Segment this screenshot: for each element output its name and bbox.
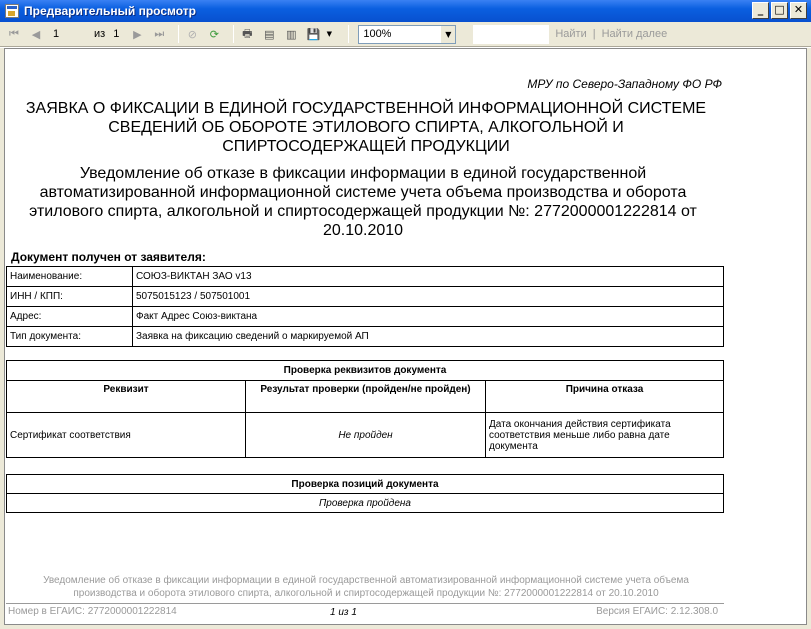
col-result: Результат проверки (пройден/не пройден) (246, 381, 486, 413)
zoom-value: 100% (363, 28, 392, 40)
info-value: 5075015123 / 507501001 (133, 287, 724, 307)
col-reason: Причина отказа (486, 381, 724, 413)
info-value: Факт Адрес Союз-виктана (133, 307, 724, 327)
positions-check-result: Проверка пройдена (7, 494, 724, 513)
page-of-label: из (94, 28, 106, 40)
info-key: Адрес: (7, 307, 133, 327)
find-text-input[interactable] (473, 25, 549, 44)
zoom-select[interactable] (358, 25, 456, 44)
result-cell: Не пройден (246, 413, 486, 458)
info-value: Заявка на фиксацию сведений о маркируемой АП (133, 327, 724, 347)
info-value: СОЮЗ-ВИКТАН ЗАО v13 (133, 267, 724, 287)
table-row (7, 327, 724, 347)
info-key: Наименование: (7, 267, 133, 287)
close-button[interactable]: ✕ (790, 2, 807, 19)
table-row (7, 287, 724, 307)
page-number: 1 из 1 (330, 607, 357, 618)
last-page-icon[interactable]: ⏭ (154, 27, 165, 40)
toolbar-separator (348, 25, 349, 43)
stop-icon[interactable]: ⊘ (187, 27, 197, 41)
footer-note: Уведомление об отказе в фиксации информации в единой государственной автоматизированной информационной системе учета объема производства и оборота этилового спирта, алкогольной и спиртосодержащей продукции №: 2772000001222814 от 20.10.2010 (43, 575, 689, 599)
toolbar-divider: | (592, 28, 596, 40)
minimize-button[interactable]: _ (752, 2, 769, 19)
find-next-button[interactable]: Найти далее (601, 28, 668, 40)
egais-version: Версия ЕГАИС: 2.12.308.0 (596, 606, 718, 617)
col-requisite: Реквизит (7, 381, 246, 413)
app-window-icon (5, 4, 19, 18)
export-dropdown-icon[interactable]: ▼ (326, 30, 333, 38)
info-key: Тип документа: (7, 327, 133, 347)
page-setup-icon[interactable]: ▥ (286, 27, 297, 41)
table-row (7, 413, 724, 458)
maximize-button[interactable]: □ (771, 2, 788, 19)
report-org-header: МРУ по Северо-Западному ФО РФ (527, 77, 722, 91)
received-label: Документ получен от заявителя: (11, 250, 206, 264)
print-icon[interactable]: 🖶 (242, 26, 253, 40)
toolbar-separator (178, 25, 179, 43)
previous-page-icon[interactable]: ◀ (31, 27, 41, 41)
table-row (7, 267, 724, 287)
window-controls (752, 2, 807, 19)
refresh-icon[interactable]: ⟳ (209, 27, 219, 41)
frame-right (807, 48, 811, 629)
positions-check-table (6, 474, 724, 513)
frame-bottom (0, 625, 811, 629)
page-total: 1 (113, 28, 120, 40)
report-title: ЗАЯВКА О ФИКСАЦИИ В ЕДИНОЙ ГОСУДАРСТВЕННОЙ ИНФОРМАЦИОННОЙ СИСТЕМЕ СВЕДЕНИЙ ОБ ОБОРОТЕ ЭТИЛОВОГО СПИРТА, АЛКОГОЛЬНОЙ И СПИРТОСОДЕРЖАЩЕЙ ПРОДУКЦИИ (25, 100, 707, 155)
page-layout-icon[interactable]: ▤ (264, 27, 275, 41)
applicant-info-table (6, 266, 724, 347)
chevron-down-icon[interactable]: ▼ (441, 26, 455, 43)
egais-number: Номер в ЕГАИС: 2772000001222814 (8, 606, 177, 617)
table-row (7, 307, 724, 327)
preview-toolbar (0, 22, 811, 47)
next-page-icon[interactable]: ▶ (133, 27, 142, 41)
report-subtitle: Уведомление об отказе в фиксации информации в единой государственной автоматизированной информационной системе учета объема производства и оборота этилового спирта, алкогольной и спиртосодержащей продукции №: 2772000001222814 от 20.10.2010 (29, 165, 697, 239)
save-export-icon[interactable]: 💾 (306, 27, 321, 41)
window-title: Предварительный просмотр (24, 4, 196, 18)
report-page[interactable] (4, 48, 807, 625)
current-page-input[interactable] (50, 25, 90, 43)
positions-check-title: Проверка позиций документа (7, 475, 724, 494)
find-button[interactable]: Найти (555, 28, 587, 40)
info-key: ИНН / КПП: (7, 287, 133, 307)
first-page-icon[interactable]: ⏮ (9, 27, 19, 40)
title-bar (0, 0, 811, 22)
toolbar-separator (233, 25, 234, 43)
reason-cell: Дата окончания действия сертификата соответствия меньше либо равна дате документа (486, 413, 724, 458)
requisites-check-title: Проверка реквизитов документа (7, 361, 724, 381)
requisites-check-table (6, 360, 724, 458)
footer-divider (6, 603, 724, 604)
requisite-cell: Сертификат соответствия (7, 413, 246, 458)
